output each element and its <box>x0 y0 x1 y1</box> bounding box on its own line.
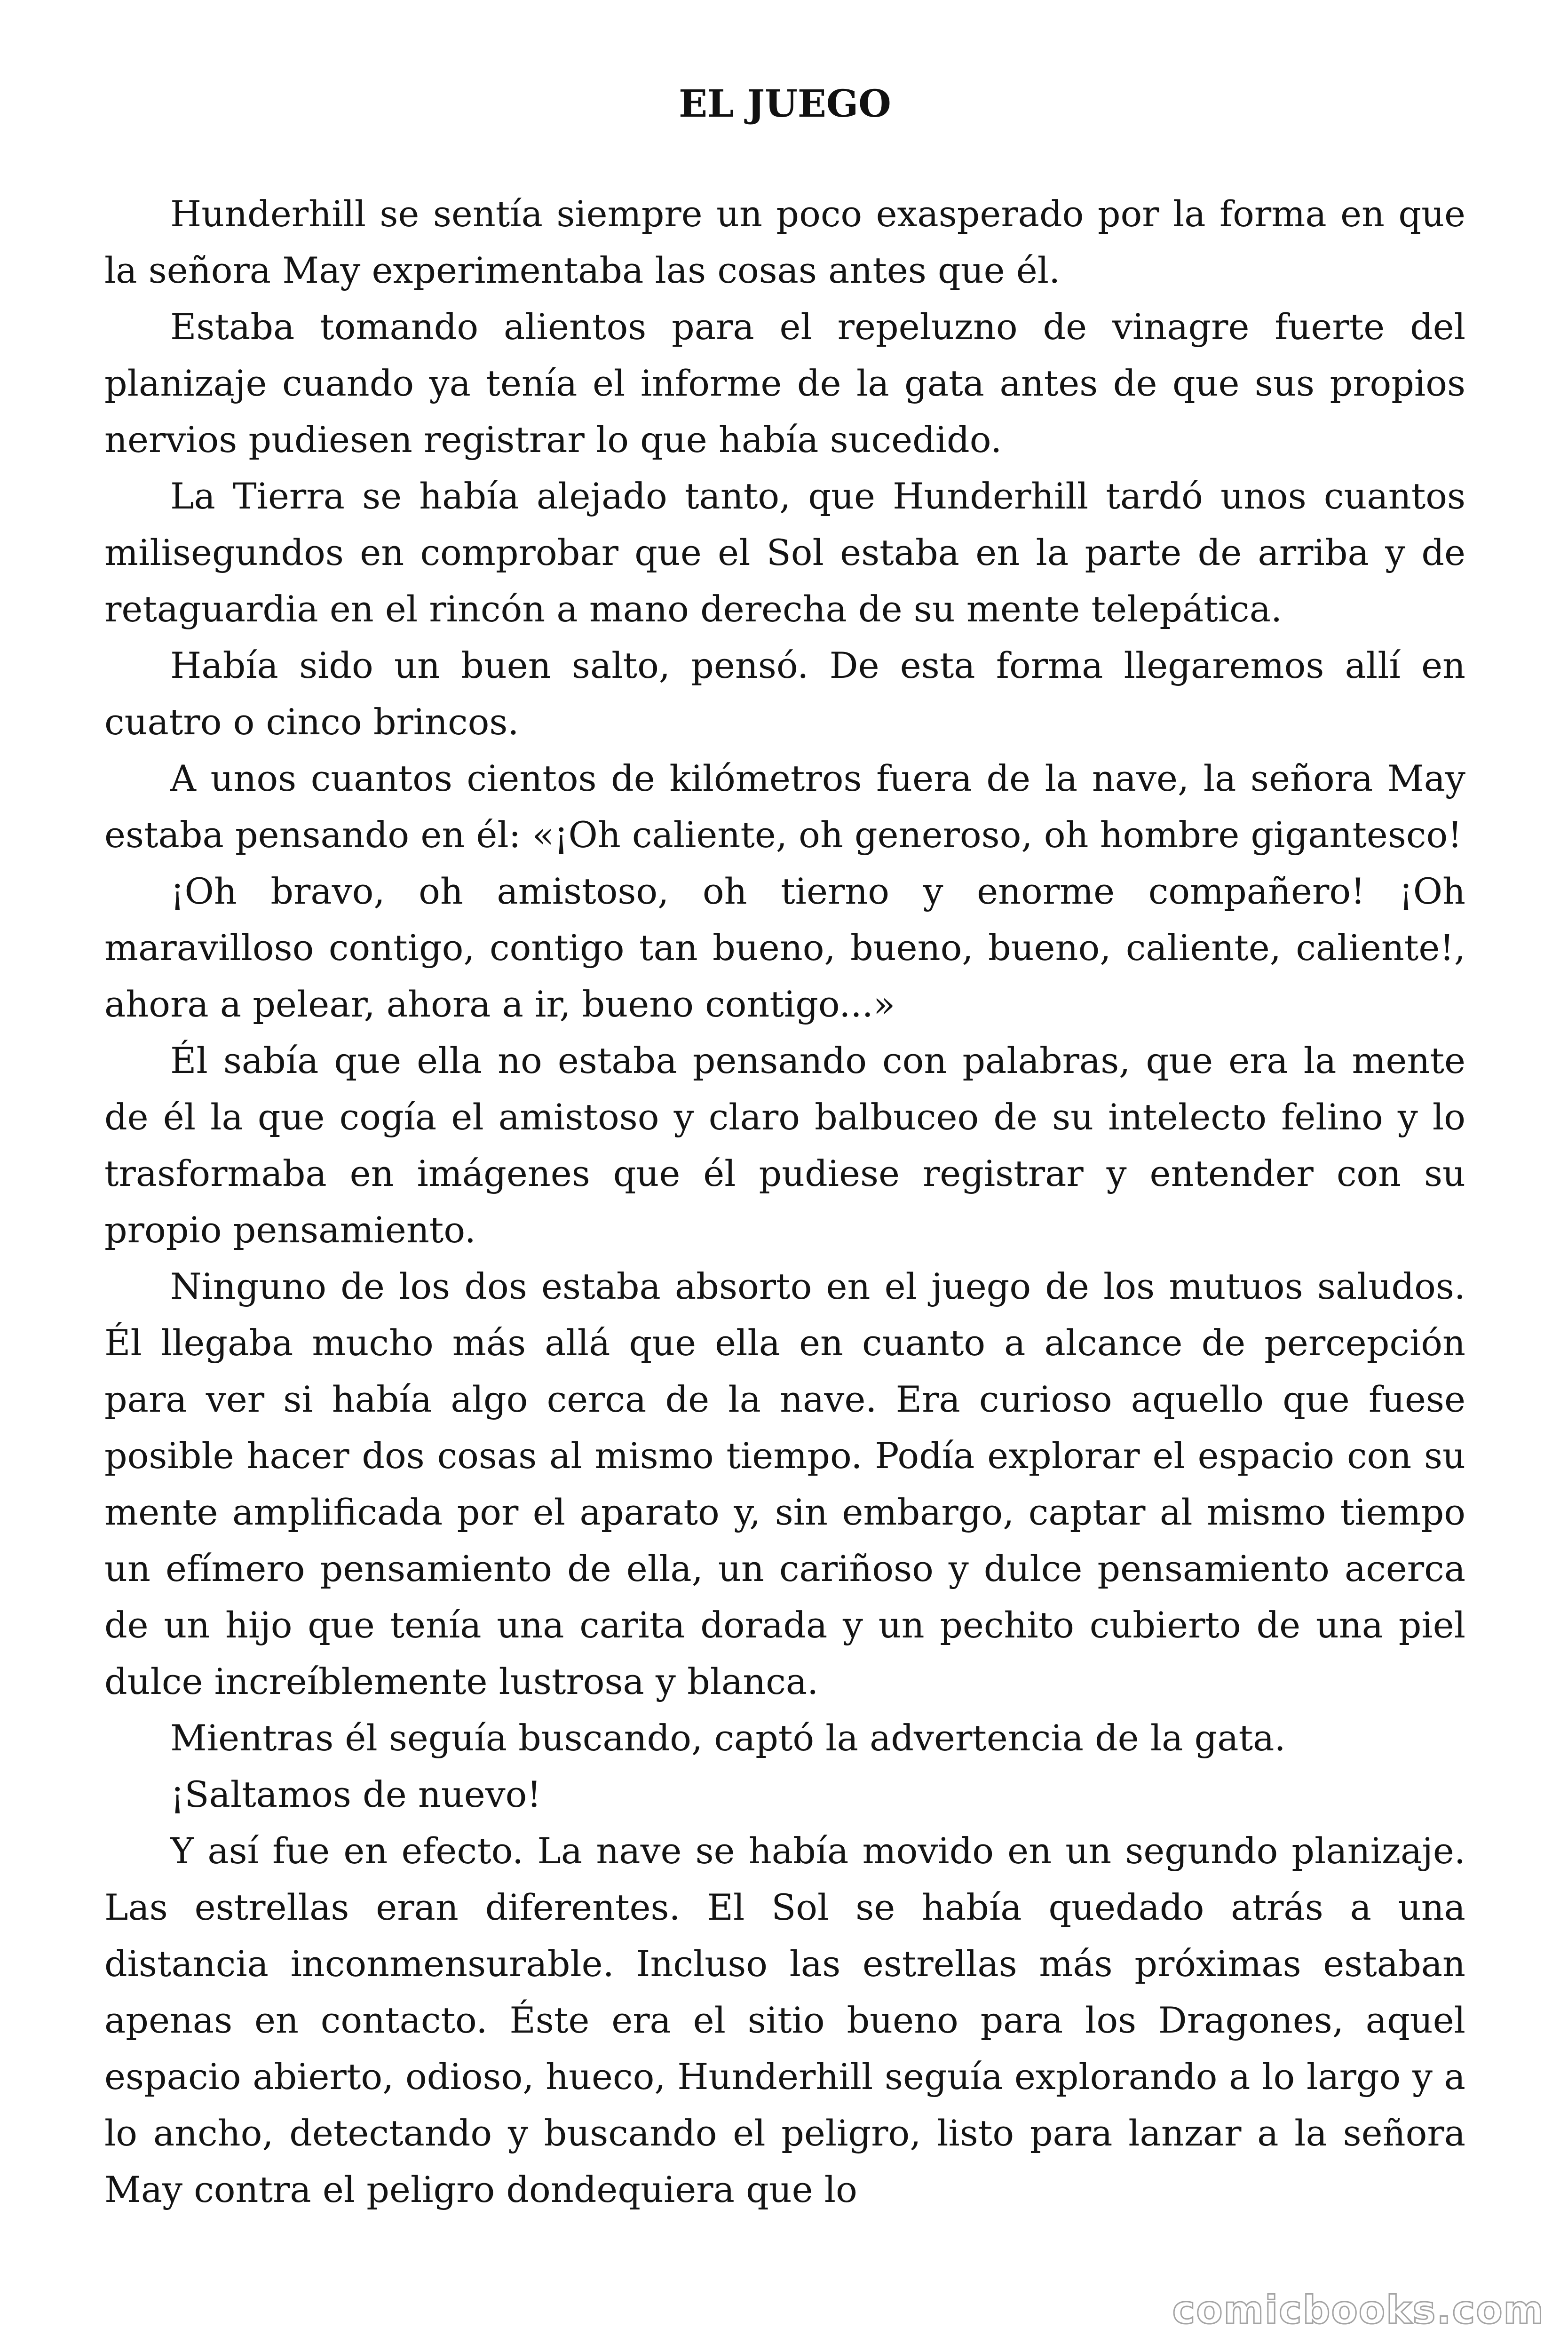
paragraph: Hunderhill se sentía siempre un poco exasperado por la forma en que la señora May experimentaba las cosas antes que él. <box>104 193 1465 291</box>
body-text <box>104 186 1465 2218</box>
paragraph: Y así fue en efecto. La nave se había movido en un segundo planizaje. Las estrellas eran diferentes. El Sol se había quedado atrás a una distancia inconmensurable. Incluso las estrellas más próximas estaban apenas en contacto. Éste era el sitio bueno para los Dragones, aquel espacio abierto, odioso, hueco, Hunderhill seguía explorando a lo largo y a lo ancho, detectando y buscando el peligro, listo para lanzar a la señora May contra el peligro dondequiera que lo <box>104 1830 1465 2210</box>
paragraph: ¡Oh bravo, oh amistoso, oh tierno y enorme compañero! ¡Oh maravilloso contigo, contigo tan bueno, bueno, bueno, caliente, caliente!, ahora a pelear, ahora a ir, bueno contigo...» <box>104 870 1465 1025</box>
paragraph: ¡Saltamos de nuevo! <box>170 1773 541 1815</box>
paragraph: Estaba tomando alientos para el repeluzno de vinagre fuerte del planizaje cuando ya tenía el informe de la gata antes de que sus propios nervios pudiesen registrar lo que había sucedido. <box>104 306 1465 461</box>
paragraph: A unos cuantos cientos de kilómetros fuera de la nave, la señora May estaba pensando en él: «¡Oh caliente, oh generoso, oh hombre gigantesco! <box>104 757 1465 856</box>
watermark: comicbooks.com <box>1172 2288 1544 2333</box>
paragraph: Él sabía que ella no estaba pensando con palabras, que era la mente de él la que cogía el amistoso y claro balbuceo de su intelecto felino y lo trasformaba en imágenes que él pudiese registrar y entender con su propio pensamiento. <box>104 1040 1465 1251</box>
paragraph: Había sido un buen salto, pensó. De esta forma llegaremos allí en cuatro o cinco brincos. <box>104 644 1465 743</box>
chapter-title: EL JUEGO <box>679 81 891 126</box>
paragraph: Ninguno de los dos estaba absorto en el juego de los mutuos saludos. Él llegaba mucho más allá que ella en cuanto a alcance de percepción para ver si había algo cerca de la nave. Era curioso aquello que fuese posible hacer dos cosas al mismo tiempo. Podía explorar el espacio con su mente amplificada por el aparato y, sin embargo, captar al mismo tiempo un efímero pensamiento de ella, un cariñoso y dulce pensamiento acerca de un hijo que tenía una carita dorada y un pechito cubierto de una piel dulce increíblemente lustrosa y blanca. <box>104 1265 1465 1702</box>
paragraph: Mientras él seguía buscando, captó la advertencia de la gata. <box>170 1717 1286 1759</box>
paragraph: La Tierra se había alejado tanto, que Hunderhill tardó unos cuantos milisegundos en comprobar que el Sol estaba en la parte de arriba y de retaguardia en el rincón a mano derecha de su mente telepática. <box>104 475 1465 630</box>
book-page <box>104 0 1465 2352</box>
